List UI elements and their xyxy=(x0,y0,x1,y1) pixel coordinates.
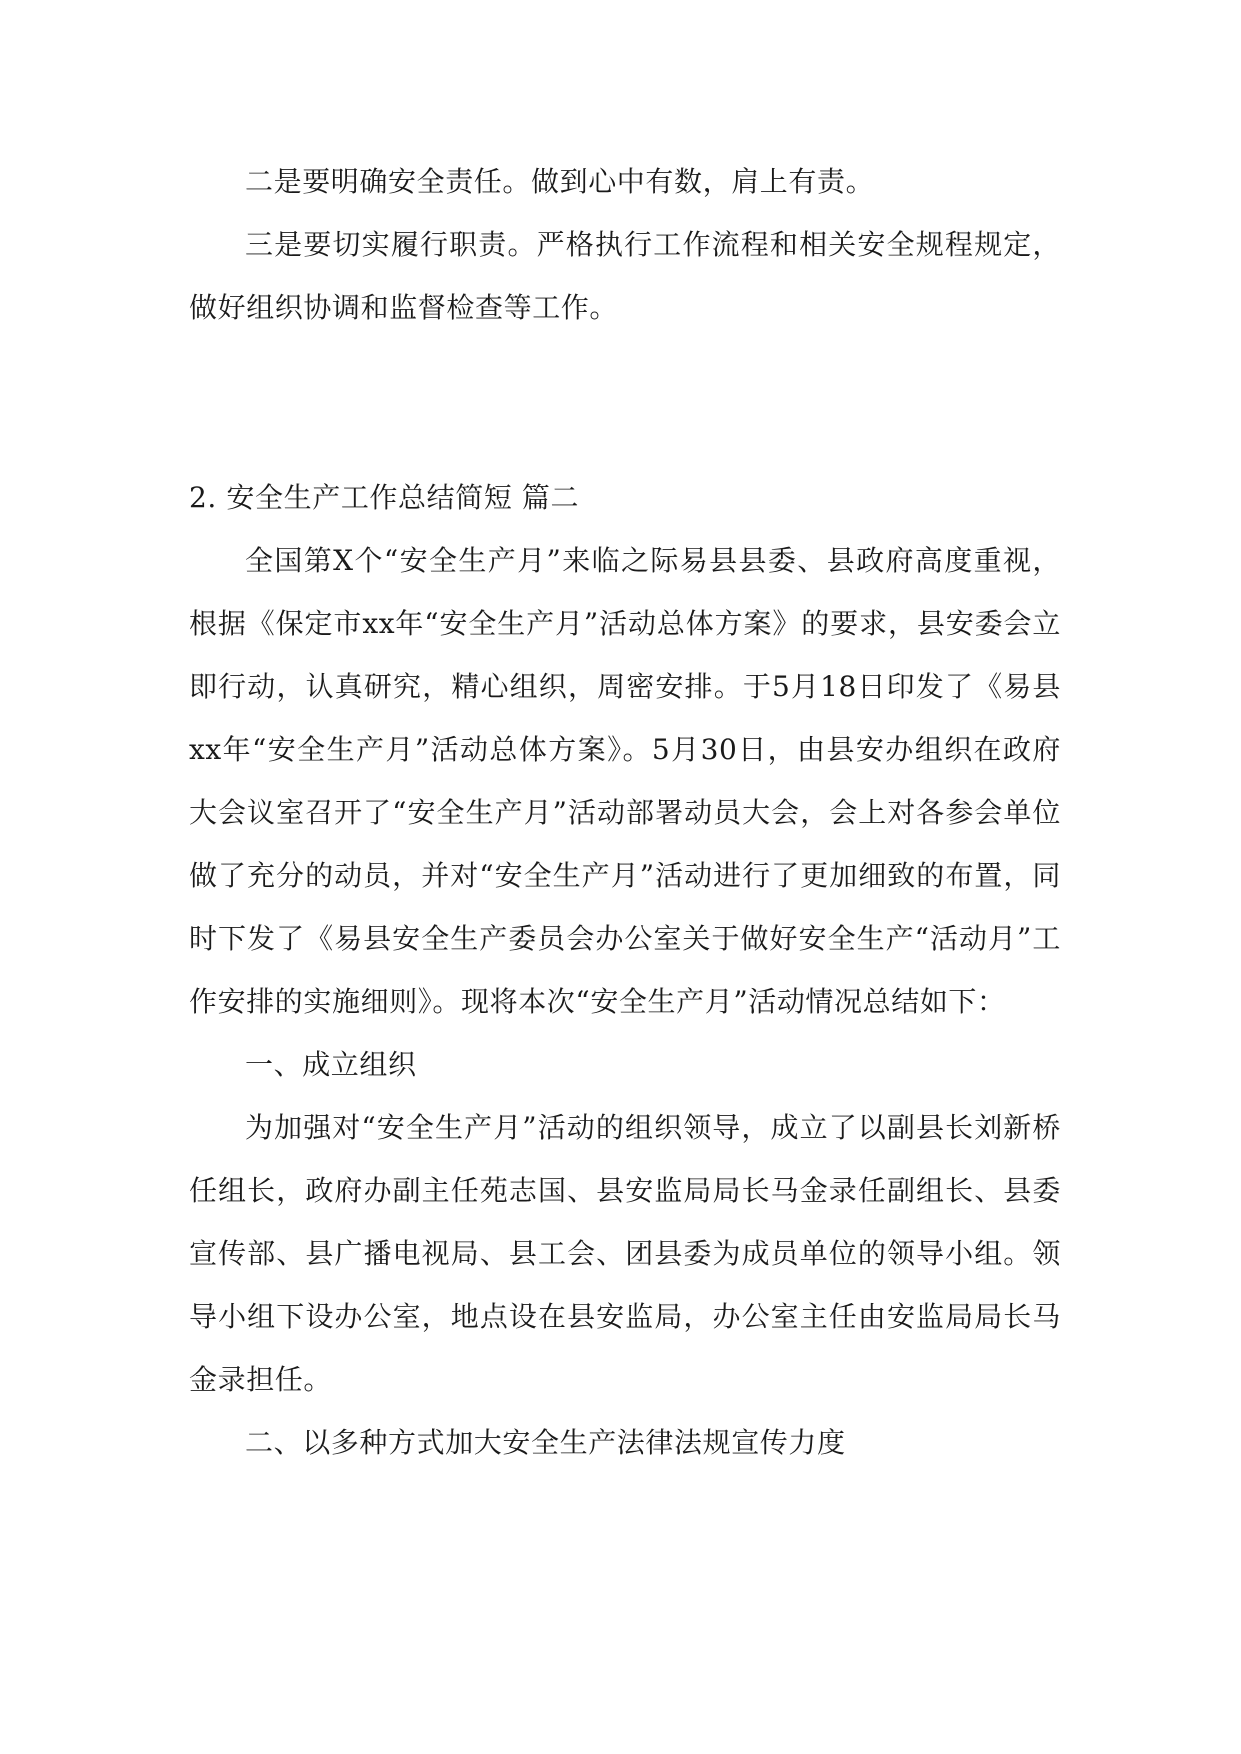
section-spacer xyxy=(189,339,1061,466)
paragraph-organization: 为加强对“安全生产月”活动的组织领导，成立了以副县长刘新桥任组长，政府办副主任苑志国、县安监局局长马金录任副组长、县委宣传部、县广播电视局、县工会、团县委为成员单位的领导小组。领导小组下设办公室，地点设在县安监局，办公室主任由安监局局长马金录担任。 xyxy=(189,1111,1061,1396)
section-heading: 2. 安全生产工作总结简短 篇二 xyxy=(189,481,580,514)
document-body xyxy=(189,150,1061,1474)
subheading-publicity: 二、以多种方式加大安全生产法律法规宣传力度 xyxy=(245,1426,846,1459)
paragraph-duties: 三是要切实履行职责。严格执行工作流程和相关安全规程规定，做好组织协调和监督检查等工作。 xyxy=(189,228,1061,324)
paragraph-responsibility: 二是要明确安全责任。做到心中有数，肩上有责。 xyxy=(245,165,875,198)
subheading-organization: 一、成立组织 xyxy=(245,1048,417,1081)
paragraph-intro: 全国第Ⅹ个“安全生产月”来临之际易县县委、县政府高度重视，根据《保定市xx年“安全生产月”活动总体方案》的要求，县安委会立即行动，认真研究，精心组织，周密安排。于5月18日印发了《易县xx年“安全生产月”活动总体方案》。5月30日，由县安办组织在政府大会议室召开了“安全生产月”活动部署动员大会，会上对各参会单位做了充分的动员，并对“安全生产月”活动进行了更加细致的布置，同时下发了《易县安全生产委员会办公室关于做好安全生产“活动月”工作安排的实施细则》。现将本次“安全生产月”活动情况总结如下： xyxy=(189,544,1061,1018)
